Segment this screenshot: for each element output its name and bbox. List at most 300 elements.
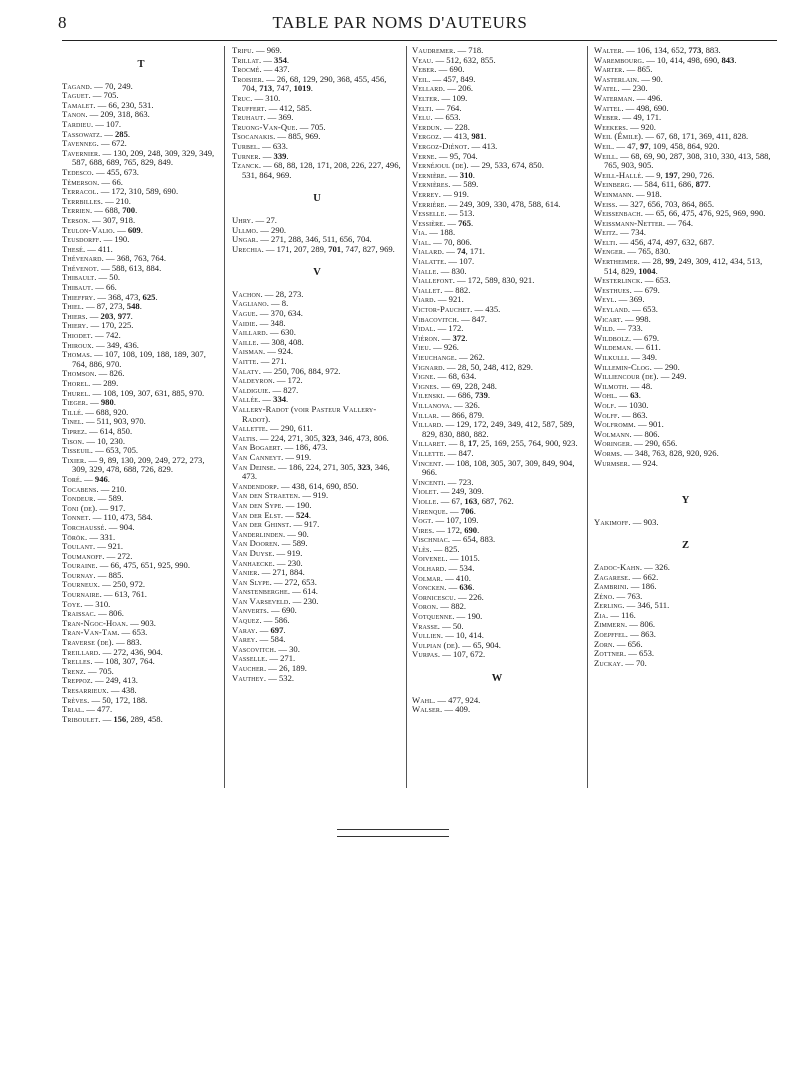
author-name: Vilenski (412, 390, 443, 401)
page-reference: 672 (111, 138, 125, 149)
author-name: Vrasse (412, 620, 438, 631)
author-entry: Vernéjoul (de). — 29, 533, 674, 850. (412, 160, 544, 171)
page-reference: 230 (287, 557, 301, 568)
author-entry: Témerson. — 66. (62, 176, 123, 187)
author-entry: Vallée. — 334. (232, 394, 289, 405)
page-reference: 26 (276, 73, 286, 84)
author-entry: Tagand. — 70, 249. (62, 80, 133, 91)
page-reference: 865 (637, 64, 651, 75)
page-reference: 688 (89, 157, 103, 168)
author-entry: Treillard. — 272, 436, 904. (62, 646, 163, 657)
page-reference: 806 (456, 236, 470, 247)
page-reference: 690 (653, 102, 667, 113)
author-name: Verrey (412, 188, 439, 199)
author-entry: Tonnet. — 110, 473, 584. (62, 512, 153, 523)
page-reference: 188 (132, 694, 146, 705)
page-number: 8 (58, 13, 67, 32)
page-reference: 456 (371, 73, 385, 84)
author-name: Van Dooren (232, 538, 278, 549)
author-entry: Ullmo. — 290. (232, 224, 287, 235)
page-reference: 170 (101, 320, 115, 331)
author-name: Wolf (594, 399, 615, 410)
author-entry: Toni (de). — 917. (62, 502, 126, 513)
page-reference: 690 (281, 605, 295, 616)
author-entry: Thiel. — 87, 273, 548. (62, 301, 142, 312)
author-name: Tournaire (62, 589, 100, 600)
page-reference: 346 (374, 461, 388, 472)
page-reference: 849 (542, 457, 556, 468)
page-reference: 163 (464, 495, 478, 506)
author-entry: Touraine. — 66, 475, 651, 925, 990. (62, 560, 190, 571)
page-reference: 630 (280, 327, 294, 338)
author-name: Van Duyse (232, 547, 273, 558)
author-name: Thévenard (62, 253, 102, 264)
author-name: Westerlinck (594, 275, 641, 286)
page-reference: 273 (189, 454, 203, 465)
author-entry: Weber. — 49, 171. (594, 112, 662, 123)
author-entry: Warter. — 865. (594, 64, 653, 75)
page-reference: 880 (456, 428, 470, 439)
author-name: Trenz (62, 665, 84, 676)
author-name: Wahl (412, 694, 434, 705)
author-entry: Tournay. — 885. (62, 569, 124, 580)
page-reference: 864 (687, 140, 701, 151)
author-name: Vires (412, 524, 432, 535)
author-name: Vaucher (232, 663, 264, 674)
page-reference: 764 (139, 656, 153, 667)
page-reference: 828 (669, 447, 683, 458)
page-reference: 614 (99, 425, 113, 436)
page-reference: 917 (304, 519, 318, 530)
page-reference: 970 (189, 387, 203, 398)
page-reference: 478 (511, 198, 524, 209)
author-entry: Tocabens. — 210. (62, 483, 127, 494)
page-reference: 476 (698, 208, 712, 219)
section-letter: Z (681, 540, 689, 552)
author-name: Truhaut (232, 112, 264, 123)
author-entry: Vanderlinden. — 90. (232, 528, 309, 539)
page-reference: 970 (106, 358, 120, 369)
author-name: Tedesco (62, 166, 92, 177)
author-entry: Zoepffel. — 863. (594, 629, 656, 640)
author-entry: Vaidie. — 348. (232, 317, 286, 328)
author-name: Vasselle (232, 653, 266, 664)
author-name: Toumanoff (62, 550, 103, 561)
page-reference: 410 (455, 572, 469, 583)
author-entry: Van der Ghinst. — 917. (232, 519, 320, 530)
author-entry: Torchaussé. — 904. (62, 521, 135, 532)
author-name: Trelles (62, 656, 91, 667)
author-entry: Wicart. — 998. (594, 313, 651, 324)
page-reference: 966 (422, 467, 435, 478)
section-letter: U (313, 193, 321, 205)
author-name: Treillard (62, 646, 99, 657)
author-name: Vaidie (232, 317, 256, 328)
author-name: Vial (412, 236, 429, 247)
page-reference: 66 (106, 282, 115, 293)
author-entry: Toumanoff. — 272. (62, 550, 133, 561)
page-reference: 87 (96, 301, 106, 312)
author-entry: Vogt. — 107, 109. (412, 515, 479, 526)
page-reference: 713 (259, 83, 273, 94)
page-reference: 262 (469, 352, 483, 362)
author-name: Valdiguie (232, 384, 269, 395)
page-reference: 412 (712, 256, 726, 267)
author-entry: Vieuchange. — 262. (412, 352, 485, 362)
page-reference: 690 (464, 524, 478, 535)
author-entry: Westhues. — 679. (594, 284, 660, 295)
author-name: Tillé (62, 406, 81, 417)
author-entry: Van Bogaert. — 186, 473. (232, 442, 328, 453)
page-reference: 634 (461, 371, 475, 382)
page-reference: 271 (323, 461, 337, 472)
page-reference: 863 (134, 109, 148, 120)
author-entry: Tran-Van-Tam. — 653. (62, 627, 148, 638)
page-reference: 611 (661, 179, 675, 190)
author-name: Thiodet (62, 330, 91, 341)
page-reference: 969 (276, 169, 290, 180)
section-letter: Y (681, 495, 690, 507)
page-reference: 806 (640, 619, 653, 630)
author-name: Vibacovitch (412, 313, 457, 324)
page-reference: 662 (643, 571, 657, 582)
page-reference: 224 (270, 432, 284, 443)
page-reference: 689 (106, 157, 120, 168)
page-reference: 186 (295, 442, 309, 453)
page-reference: 969 (266, 45, 280, 55)
page-reference: 88 (286, 160, 296, 171)
page-reference: 436 (123, 339, 137, 350)
author-name: Vandendorp (232, 480, 277, 491)
author-entry: Virenque. — 706. (412, 505, 476, 516)
page-reference: 89 (107, 454, 117, 465)
page-reference: 587 (542, 419, 556, 430)
author-name: Vernière (412, 169, 445, 180)
page-reference: 156 (113, 713, 127, 724)
author-name: Truong-Van-Que (232, 121, 296, 132)
page-reference: 513 (459, 208, 473, 219)
author-entry: Van Deinse. — 186, 224, 271, 305, 323, 346, 473. (232, 461, 390, 482)
author-entry: Treppoz. — 249, 413. (62, 675, 138, 686)
author-name: Voncken (412, 582, 445, 593)
page-reference: 412 (525, 419, 538, 430)
page-reference: 409 (455, 704, 468, 715)
page-reference: 475 (123, 560, 137, 571)
author-entry: Vignard. — 28, 50, 248, 412, 829. (412, 361, 533, 372)
author-name: Traverse (de) (62, 637, 112, 648)
page-reference: 850 (117, 425, 130, 436)
author-name: Vascovitch (232, 643, 275, 654)
author-entry: Vaudremer. — 718. (412, 45, 484, 55)
author-name: Worms (594, 447, 620, 458)
author-name: Vanderlinden (232, 528, 283, 539)
page-reference: 613 (129, 262, 142, 273)
author-name: Wohl (594, 390, 616, 401)
page-reference: 290 (664, 361, 678, 372)
page-reference: 129 (456, 419, 470, 430)
page-reference: 972 (130, 579, 143, 590)
page-reference: 705 (123, 445, 136, 456)
page-reference: 511 (96, 416, 110, 427)
page-reference: 307 (137, 387, 151, 398)
page-reference: 90 (656, 150, 666, 161)
author-name: Violet (412, 486, 437, 497)
page-reference: 285 (114, 128, 128, 139)
page-reference: 863 (640, 629, 654, 640)
author-entry: Vialle. — 830. (412, 265, 467, 276)
page-reference: 690 (326, 480, 340, 491)
page-reference: 172 (115, 694, 128, 705)
author-name: Thorel (62, 378, 89, 388)
page-reference: 434 (729, 256, 743, 267)
page-reference: 588 (111, 262, 125, 273)
author-entry: Vibacovitch. — 847. (412, 313, 487, 324)
page-reference: 305 (490, 457, 504, 468)
author-name: Thibaut (62, 282, 91, 293)
page-reference: 830 (439, 428, 453, 439)
page-reference: 830 (655, 246, 669, 257)
author-name: Weill (594, 150, 616, 161)
author-name: Wattel (594, 102, 622, 113)
author-entry: Veau. — 512, 632, 855. (412, 54, 496, 65)
page-reference: 739 (474, 390, 488, 401)
page-reference: 524 (295, 509, 309, 520)
author-name: Wolff (594, 409, 618, 420)
author-entry: Vanier. — 271, 884. (232, 567, 305, 578)
page-reference: 969 (305, 131, 319, 142)
page-reference: 589 (108, 493, 122, 504)
page-reference: 613 (114, 589, 128, 600)
author-name: Toni (de) (62, 502, 96, 513)
author-name: Thieffry (62, 291, 94, 302)
author-name: Thomas (62, 349, 90, 360)
page-reference: 921 (448, 294, 462, 305)
page-reference: 172 (473, 419, 487, 430)
page-reference: 903 (113, 416, 127, 427)
page-reference: 97 (639, 140, 649, 151)
page-reference: 589 (484, 275, 498, 286)
author-name: Wurmser (594, 457, 628, 468)
page-reference: 688 (96, 406, 109, 417)
page-reference: 109 (652, 140, 666, 151)
page-reference: 829 (140, 157, 154, 168)
page-reference: 249 (105, 675, 119, 686)
page-reference: 903 (643, 516, 657, 527)
author-name: Wasterlain (594, 73, 637, 84)
author-name: Ungar (232, 234, 256, 245)
page-reference: 134 (654, 45, 667, 55)
author-name: Trial (62, 704, 82, 715)
page-reference: 763 (627, 590, 641, 601)
page-reference: 171 (316, 160, 330, 171)
author-entry: Thiodet. — 742. (62, 330, 121, 341)
author-entry: Weil (Émile). — 67, 68, 171, 369, 411, 828. (594, 131, 749, 142)
author-entry: Voron. — 882. (412, 601, 467, 612)
page-reference: 653 (639, 648, 652, 659)
page-reference: 946 (94, 473, 108, 484)
page-reference: 513 (747, 256, 761, 267)
author-entry: Thiroux. — 349, 436. (62, 339, 139, 350)
author-name: Vornicescu (412, 591, 454, 602)
author-name: Williencour (de) (594, 371, 657, 382)
page-reference: 226 (351, 160, 365, 171)
page-reference: 511 (654, 600, 668, 611)
page-reference: 765 (638, 246, 651, 257)
page-reference: 826 (109, 368, 123, 379)
author-entry: Taguet. — 705. (62, 90, 119, 101)
author-entry: Triboulet. — 156, 289, 458. (62, 713, 163, 724)
page-reference: 48 (641, 380, 651, 391)
page-reference: 273 (288, 288, 302, 299)
page-reference: 587 (72, 157, 85, 168)
page-reference: 307 (507, 457, 521, 468)
page-reference: 310 (265, 92, 279, 103)
page-reference: 30 (289, 643, 298, 654)
author-entry: Vaucher. — 26, 189. (232, 663, 307, 674)
author-name: Témerson (62, 176, 98, 187)
author-name: Tagand (62, 80, 90, 91)
page-reference: 186 (288, 461, 302, 472)
author-name: Wilmoth (594, 380, 627, 391)
author-entry: Tavernier. — 130, 209, 248, 309, 329, 349, 587, 688, 689, 765, 829, 849. (62, 147, 215, 168)
author-entry: Velu. — 653. (412, 112, 461, 123)
page-reference: 885 (171, 387, 185, 398)
author-entry: Vialatte. — 107. (412, 256, 475, 267)
page-reference: 611 (646, 342, 659, 353)
page-reference: 307 (190, 349, 204, 360)
page-reference: 531 (242, 169, 255, 180)
page-reference: 228 (454, 121, 468, 132)
page-reference: 107 (104, 349, 118, 360)
author-entry: Uhry. — 27. (232, 214, 277, 225)
author-name: Varay (232, 624, 256, 635)
author-name: Vagliano (232, 298, 267, 309)
author-name: Trifu (232, 45, 252, 55)
page-reference: 653 (105, 445, 119, 456)
page-reference: 704 (356, 234, 370, 245)
page-reference: 310 (128, 186, 142, 197)
author-entry: Terrbilles. — 210. (62, 195, 131, 206)
page-reference: 412 (279, 102, 293, 113)
author-entry: Wertheimer. — 28, 99, 249, 309, 412, 434, 513, 514, 829, 1004. (594, 256, 763, 276)
page-reference: 249 (459, 198, 473, 209)
page-reference: 271 (287, 432, 301, 443)
author-entry: Thorel. — 289. (62, 378, 119, 388)
author-name: Vischniac (412, 534, 448, 545)
author-entry: Vague. — 370, 634. (232, 308, 303, 319)
author-name: Teusdorff (62, 234, 100, 245)
page-reference: 455 (106, 166, 120, 177)
page-reference: 172 (287, 375, 301, 386)
page-reference: 830 (502, 275, 516, 286)
author-entry: Viallefont. — 172, 589, 830, 921. (412, 275, 535, 286)
author-entry: Weill. — 68, 69, 90, 287, 308, 310, 330, 413, 588, 765, 903, 905. (594, 150, 771, 171)
page-reference: 10 (97, 435, 106, 446)
author-name: Vieuchange (412, 352, 455, 362)
page-reference: 67 (656, 131, 665, 142)
page-reference: 656 (662, 438, 676, 449)
page-reference: 879 (469, 409, 482, 420)
page-reference: 687 (481, 495, 495, 506)
author-name: Vesselle (412, 208, 445, 219)
page-reference: 249 (117, 80, 131, 91)
page-reference: 633 (272, 140, 286, 151)
author-name: Weill-Hallé (594, 169, 642, 180)
author-name: Thibault (62, 272, 95, 283)
page-reference: 614 (545, 198, 559, 209)
page-reference: 904 (119, 521, 133, 532)
author-name: Tavernier (62, 147, 99, 158)
author-entry: Zottner. — 653. (594, 648, 655, 659)
page-reference: 847 (458, 447, 472, 458)
page-reference: 863 (632, 409, 646, 420)
page-reference: 27 (266, 214, 275, 225)
page-reference: 70 (635, 657, 645, 668)
author-entry: Weill-Hallé. — 9, 197, 290, 726. (594, 169, 715, 180)
author-name: Via (412, 227, 425, 238)
page-reference: 926 (443, 342, 457, 353)
page-reference: 884 (146, 262, 160, 273)
page-reference: 8 (281, 298, 287, 309)
page-reference: 69 (451, 380, 461, 391)
page-reference: 307 (102, 214, 116, 225)
author-entry: Vornicescu. — 226. (412, 591, 484, 602)
page-reference: 249 (155, 454, 168, 465)
author-entry: Volmar. — 410. (412, 572, 471, 583)
author-name: Thiers (62, 310, 86, 321)
page-reference: 28 (275, 288, 285, 299)
page-reference: 354 (274, 54, 287, 65)
page-reference: 901 (648, 419, 662, 430)
page-reference: 189 (291, 663, 305, 674)
page-reference: 250 (112, 579, 126, 590)
page-reference: 289 (103, 378, 117, 388)
author-name: Van Varseveld (232, 595, 289, 606)
author-entry: Toulant. — 921. (62, 541, 124, 552)
author-name: Weitz (594, 227, 616, 238)
author-name: Weyland (594, 304, 628, 315)
author-entry: Warembourg. — 10, 414, 498, 690, 843. (594, 54, 737, 65)
page-reference: 309 (695, 256, 709, 267)
author-name: Veber (412, 64, 435, 75)
author-entry: Thomson. — 826. (62, 368, 125, 379)
author-entry: Wildbolz. — 679. (594, 332, 660, 343)
author-name: Tixier (62, 454, 85, 465)
page-reference: 308 (271, 336, 285, 347)
author-entry: Trelles. — 108, 307, 764. (62, 656, 155, 667)
author-name: Zéno (594, 590, 613, 601)
author-entry: Vires. — 172, 690. (412, 524, 480, 535)
page-reference: 172 (467, 275, 481, 286)
page-reference: 531 (138, 99, 152, 110)
page-reference: 290 (645, 438, 658, 449)
author-name: Vachon (232, 288, 261, 299)
page-reference: 203 (100, 310, 114, 321)
author-entry: Vergoz-Diénot. — 413. (412, 140, 498, 151)
author-name: Tavenneg (62, 138, 97, 149)
bottom-rule (337, 829, 449, 830)
page-reference: 438 (291, 480, 305, 491)
author-entry: Trifu. — 969. (232, 45, 282, 55)
author-name: Varey (232, 634, 256, 645)
page-reference: 90 (652, 73, 661, 84)
author-name: Török (62, 531, 86, 542)
author-entry: Terson. — 307, 918. (62, 214, 136, 225)
author-name: Vogt (412, 515, 432, 526)
page-reference: 49 (633, 112, 642, 123)
author-name: Villard (412, 419, 442, 430)
page-reference: 697 (270, 624, 284, 635)
